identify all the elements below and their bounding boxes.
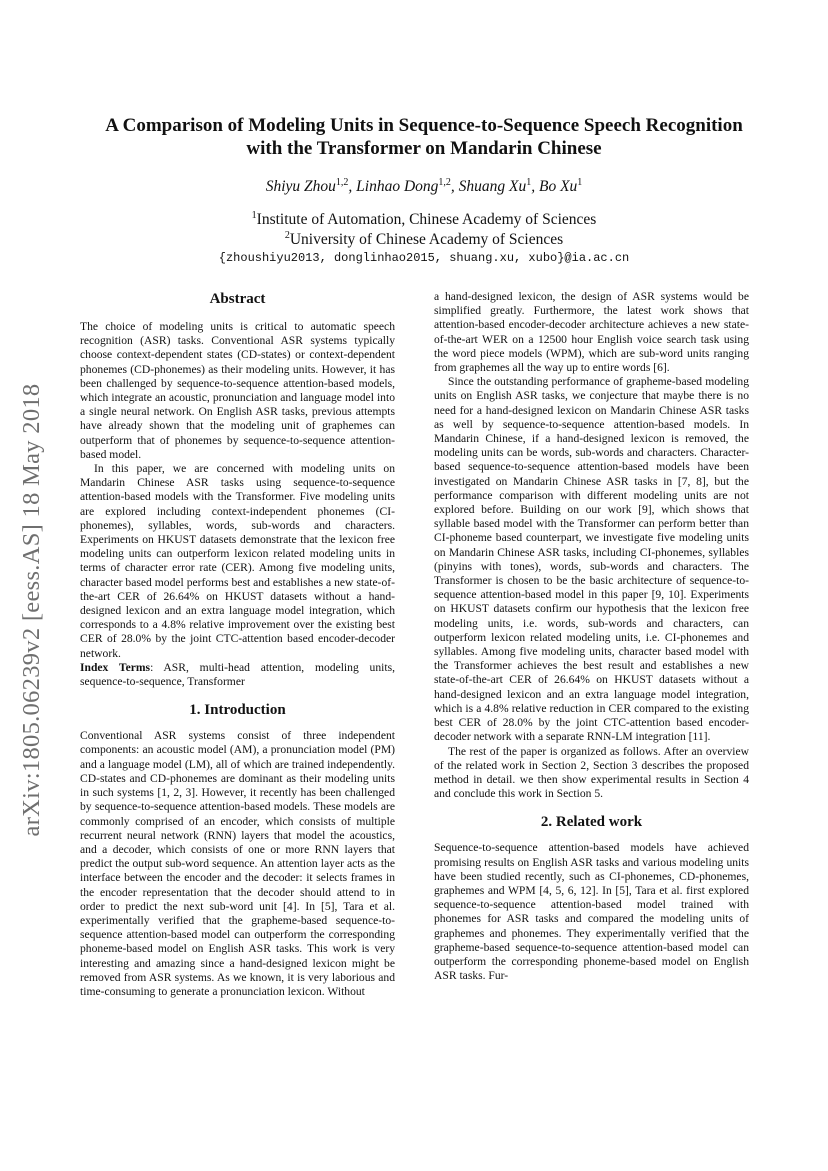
affil-mark: 1 [251, 210, 257, 221]
affil-mark: 2 [284, 230, 290, 241]
index-terms [80, 661, 395, 689]
related-work-paragraph-1: Sequence-to-sequence attention-based models have achieved promising results on English ASR tasks and various modeling units have been studied recently, such as CI-phonemes, CD-phonemes, graphemes and WPM [4, 5, 6, 12]. In [5], Tara et al. first explored sequence-to-sequence attention-based model trained with phonemes for ASR tasks and compared the modeling units of graphemes and phonemes. They experimentally verified that the grapheme-based sequence-to-sequence attention-based model can outperform the corresponding phoneme-based model on English ASR tasks. Fur- [434, 841, 749, 983]
title-line-2: with the Transformer on Mandarin Chinese [246, 138, 602, 159]
author-list: Shiyu Zhou$^{1,2}$, Linhao Dong$^{1,2}$, Shuang Xu$^1$, Bo Xu$^1$ [265, 177, 583, 196]
abstract-paragraph-1: The choice of modeling units is critical to automatic speech recognition (ASR) tasks. Conventional ASR systems typically choose context-dependent states (CD-states) or context-dependent phonemes (CD-phonemes) as their modeling units. However, it has been challenged by sequence-to-sequence attention-based models, which integrate an acoustic, pronunciation and language model into a single neural network. On English ASR tasks, previous attempts have already shown that the modeling unit of graphemes can outperform that of phonemes by sequence-to-sequence attention-based model. [80, 320, 395, 461]
author-emails: {zhoushiyu2013, donglinhao2015, shuang.xu, xubo}@ia.ac.cn [218, 251, 630, 265]
author-affil-mark: 1,2 [335, 177, 349, 188]
section-1-heading: 1. Introduction [189, 702, 286, 719]
author-affil-mark: 1,2 [438, 177, 451, 188]
intro-paragraph-continued: a hand-designed lexicon, the design of ASR systems would be simplified greatly. Furthermore, the latest work shows that attention-based encoder-decoder architecture achieves a new state-of-the-art WER on a 12500 hour English voice search task using the word piece models (WPM), which are sub-word units ranging from graphemes all the way up to entire words [6]. [434, 290, 749, 375]
intro-paragraph-3: The rest of the paper is organized as follows. After an overview of the related work in Section 2, Section 3 describes the proposed method in detail. we then show experimental results in Section 4 and conclude this work in Section 5. [434, 744, 749, 801]
author: Shiyu Zhou [265, 178, 336, 196]
arxiv-sidebar [12, 340, 52, 880]
left-column [80, 290, 395, 999]
intro-paragraph-2: Since the outstanding performance of grapheme-based modeling units on English ASR tasks, we conjecture that maybe there is no need for a hand-designed lexicon on Mandarin Chinese ASR tasks as well by sequence-to-sequence attention-based models. In Mandarin Chinese, if a hand-designed lexicon is removed, the modeling units can be words, sub-words and characters. Character-based sequence-to-sequence attention-based models have been investigated on Mandarin Chinese ASR tasks in [7, 8], but the performance comparison with different modeling units are not explored before. Building on our work [9], which shows that syllable based model with the Transformer can perform better than CI-phoneme based counterpart, we investigate five modeling units on Mandarin Chinese ASR tasks, including CI-phonemes, syllables (pinyins with tones), words, sub-words and characters. The Transformer is chosen to be the basic architecture of sequence-to-sequence attention-based model in this paper [9, 10]. Experiments on HKUST datasets confirm our hypothesis that the lexicon free modeling units, i.e. words, sub-words and characters, can outperform lexicon related modeling units, i.e. CI-phonemes and syllables. Among five modeling units, character based model with the Transformer achieves the best result and establishes a new state-of-the-art CER of 26.64% on HKUST datasets without a hand-designed lexicon and an extra language model integration, which is a 4.8% relative reduction in CER compared to the existing best CER of 28.0% by the joint CTC-attention based encoder-decoder network with a separate RNN-LM integration [11]. [434, 375, 749, 744]
affiliation-1 [60, 210, 788, 229]
author: Bo Xu [538, 178, 578, 196]
index-terms-text: : ASR, multi-head attention, modeling units, sequence-to-sequence, Transformer [80, 660, 395, 689]
arxiv-identifier: arXiv:1805.06239v2 [eess.AS] 18 May 2018 [18, 383, 45, 837]
right-column [434, 290, 749, 983]
affiliation-2 [60, 230, 788, 249]
author: Linhao Dong [356, 178, 439, 196]
section-2-heading: 2. Related work [540, 814, 643, 831]
author-affil-mark: 1 [526, 177, 532, 188]
abstract-paragraph-2: In this paper, we are concerned with modeling units on Mandarin Chinese ASR tasks using sequence-to-sequence attention-based models with the Transformer. Five modeling units are explored including context-independent phonemes (CI-phonemes), syllables, words, sub-words and characters. Experiments on HKUST datasets demonstrate that the lexicon free modeling units can outperform lexicon related modeling units in terms of character error rate (CER). Among five modeling units, character based model performs best and establishes a new state-of-the-art CER of 26.64% on HKUST datasets without a hand-designed lexicon and an extra language model integration, which corresponds to a 4.8% relative improvement over the existing best CER of 28.0% by the joint CTC-attention based encoder-decoder network. [80, 462, 395, 660]
affil-text: University of Chinese Academy of Sciences [289, 231, 564, 249]
title-line-1: A Comparison of Modeling Units in Sequence-to-Sequence Speech Recognition [105, 115, 743, 136]
index-terms-label: Index Terms [80, 660, 151, 674]
paper-title [60, 114, 788, 160]
intro-paragraph-1: Conventional ASR systems consist of three independent components: an acoustic model (AM), a pronunciation model (PM) and a language model (LM), all of which are trained independently. CD-states and CD-phonemes are dominant as their modeling units in such systems [1, 2, 3]. However, it recently has been challenged by sequence-to-sequence attention-based models. These models are commonly comprised of an encoder, which consists of multiple recurrent neural network (RNN) layers that model the acoustics, and a decoder, which consists of one or more RNN layers that predict the output sub-word sequence. An attention layer acts as the interface between the encoder and the decoder: it selects frames in the encoder representation that the decoder should attend to in order to predict the next sub-word unit [4]. In [5], Tara et al. experimentally verified that the grapheme-based sequence-to-sequence attention-based model can outperform the corresponding phoneme-based model on English ASR tasks. This work is very interesting and amazing since a hand-designed lexicon might be removed from ASR systems. As we known, it is very laborious and time-consuming to generate a pronunciation lexicon. Without [80, 729, 395, 998]
abstract-heading: Abstract [209, 291, 266, 307]
author: Shuang Xu [458, 178, 527, 196]
author-affil-mark: 1 [577, 177, 583, 188]
affil-text: Institute of Automation, Chinese Academy of Sciences [256, 211, 597, 229]
